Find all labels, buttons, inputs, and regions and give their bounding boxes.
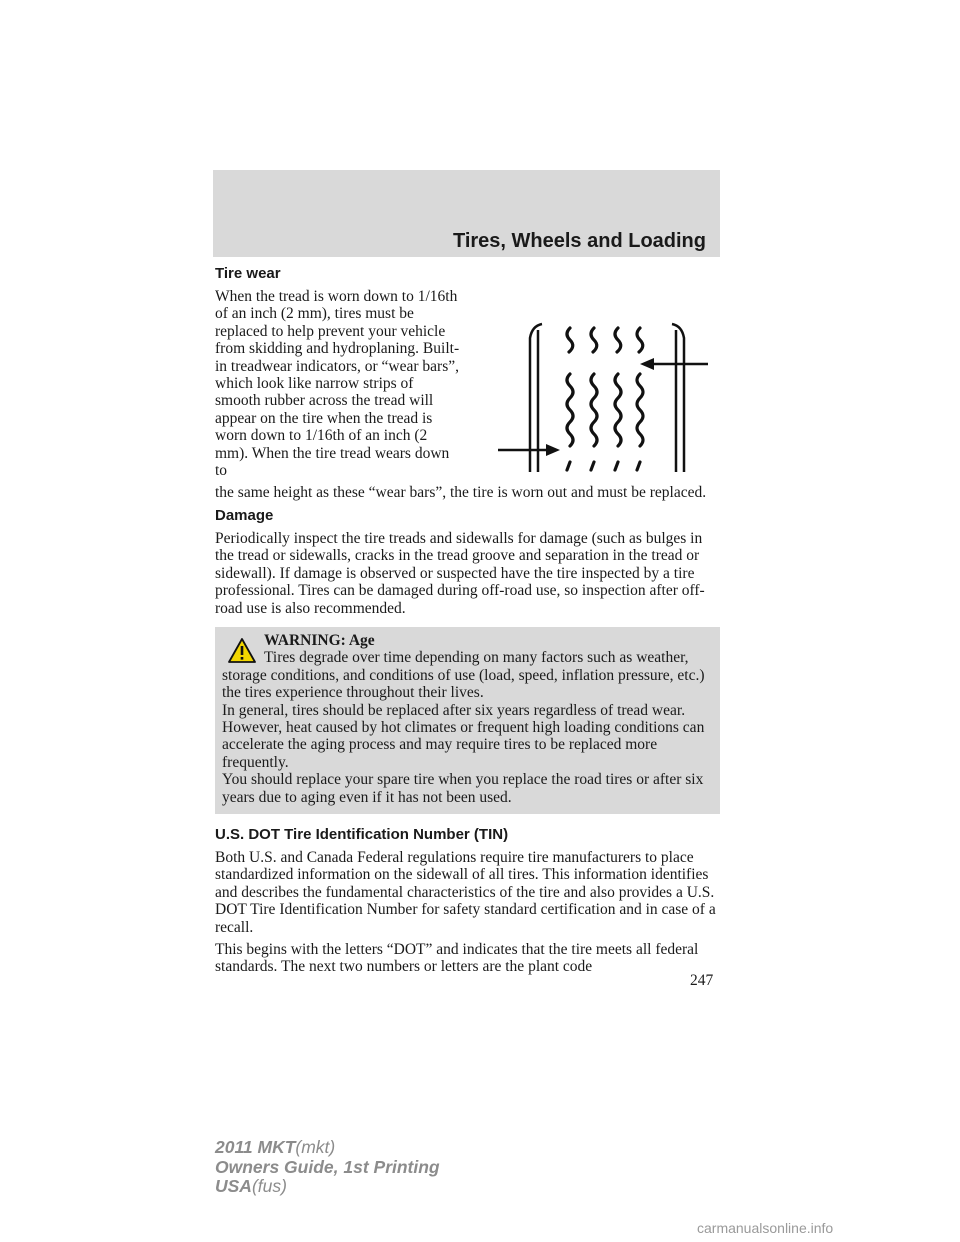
tin-heading: U.S. DOT Tire Identification Number (TIN)	[215, 825, 509, 843]
tread-grooves	[567, 328, 643, 470]
tire-wear-heading: Tire wear	[215, 265, 281, 282]
warning-box	[215, 627, 720, 814]
tire-wear-section	[215, 288, 720, 502]
footer-region: USA	[215, 1176, 252, 1196]
document-footer	[215, 1138, 440, 1197]
watermark-text: carmanualsonline.info	[697, 1220, 834, 1236]
warning-line-3: You should replace your spare tire when you replace the road tires or after six years due to aging even if it has not been used.	[222, 771, 704, 806]
warning-title: WARNING: Age	[264, 631, 375, 649]
tin-paragraph-1: Both U.S. and Canada Federal regulations require tire manufacturers to place standardized information on the sidewall of all tires. This information identifies and describes the fundamental characteristics of the tire and also provides a U.S. DOT Tire Identification Number for safety standard certification and in case of a recall.	[215, 848, 716, 936]
tin-paragraph-2: This begins with the letters “DOT” and indicates that the tire meets all federal standards. The next two numbers or letters are the plant code	[215, 941, 699, 976]
tire-wear-text: When the tread is worn down to 1/16th of an inch (2 mm), tires must be replaced to help prevent your vehicle from skidding and hydroplaning. Built-in treadwear indicators, or “wear bars”, which look like narrow strips of smooth rubber across the tread will appear on the tire when the tread is worn down to 1/16th of an inch (2 mm). When the tire tread wears down to	[215, 288, 460, 480]
tire-wear-text-continued: the same height as these “wear bars”, the tire is worn out and must be replaced.	[215, 484, 707, 502]
page-content	[215, 265, 720, 981]
damage-heading: Damage	[215, 506, 274, 524]
footer-guide: Owners Guide, 1st Printing	[215, 1156, 440, 1177]
footer-region-code: (fus)	[251, 1176, 287, 1196]
section-header-band	[213, 170, 720, 257]
section-title: Tires, Wheels and Loading	[452, 230, 706, 252]
footer-model: 2011 MKT	[215, 1137, 296, 1157]
warning-line-2: In general, tires should be replaced after six years regardless of tread wear. However, heat caused by hot climates or frequent high loading conditions can accelerate the aging process and may require tires to be replaced more frequently.	[222, 701, 705, 771]
tire-tread-wear-bar-illustration	[498, 322, 710, 482]
footer-model-code: (mkt)	[295, 1137, 336, 1157]
tire-right-edge	[672, 324, 684, 472]
page-number: 247	[690, 972, 714, 989]
warning-triangle-icon	[227, 637, 257, 664]
damage-text: Periodically inspect the tire treads and sidewalls for damage (such as bulges in the tread or sidewalls, cracks in the tread groove and separation in the tread or sidewall). If damage is observed or suspected have the tire inspected by a tire professional. Tires can be damaged during off-road use, so inspection after off-road use is also recommended.	[215, 529, 705, 617]
warning-line-1: Tires degrade over time depending on many factors such as weather, storage conditions, and conditions of use (load, speed, inflation pressure, etc.) the tires experience throughout their lives.	[222, 649, 705, 702]
